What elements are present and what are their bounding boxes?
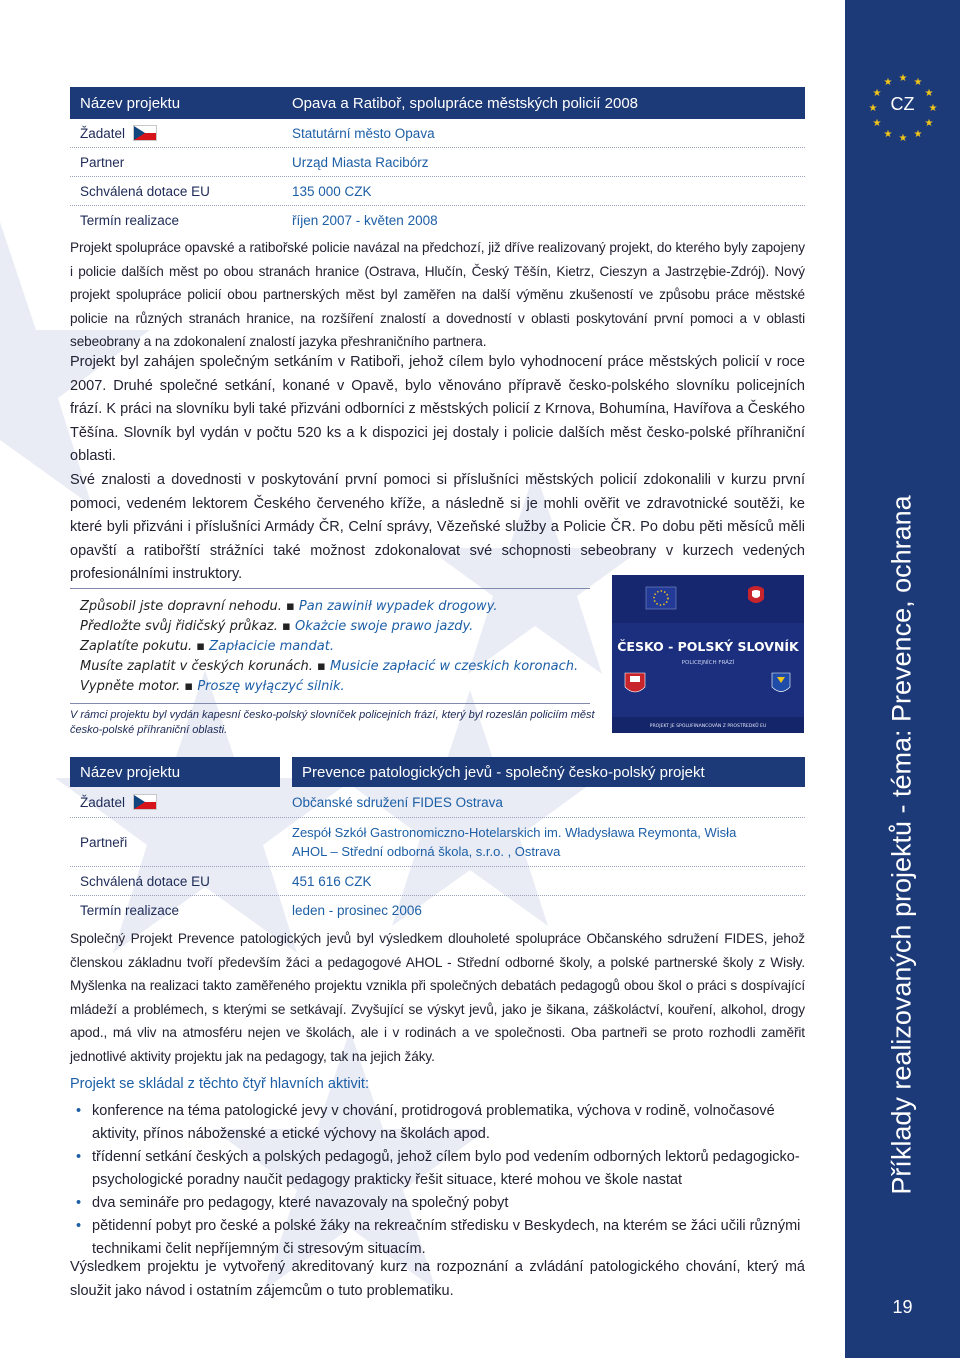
list-item: • třídenní setkání českých a polských pedagogů, jehož cílem bylo pod vedením odborných lektorů pedagogicko-psychologické poradny naučit pedagogy prakticky řešit situace, které mohou ve škole nastat — [70, 1146, 805, 1192]
term-row — [70, 896, 805, 924]
cover-subtitle: POLICEJNÍCH FRÁZÍ — [681, 660, 735, 666]
applicant-value: Statutární město Opava — [292, 125, 435, 141]
project1-paragraph-3: Své znalosti a dovednosti v poskytování první pomoci si příslušníci městských policií zdokonalili v kurzu první pomoci, vedeném lektorem Českého červeného kříže, a následně si je mohli ověřit ve zdravotnické soutěži, ke které byli přizváni i příslušníci Armády ČR, Celní správy, Vězeňské služby a Policie ČR. Po dobu pěti měsíců měli opavští a ratibořští strážníci také možnost zdokonalovat své schopnosti sebeobrany v kurzech vedených profesionálními instruktory. — [70, 472, 805, 582]
svg-text:★: ★ — [898, 73, 908, 84]
page-number: 19 — [892, 1297, 913, 1317]
phrase-line: Způsobil jste dopravní nehodu. ▪ Pan zawinił wypadek drogowy. — [80, 599, 498, 614]
grant-value: 451 616 CZK — [292, 873, 372, 889]
term-label: Termín realizace — [80, 902, 180, 918]
list-item: • pětidenní pobyt pro české a polské žáky na rekreačním středisku v Beskydech, na kterém se žáci učili různými technikami čelit nepříjemným či stresovým situacím. — [70, 1215, 805, 1261]
project-info-table-1 — [70, 87, 805, 234]
phrase-line: Musíte zaplatit v českých korunách. ▪ Musicie zapłacić w czeskich koronach. — [80, 659, 579, 674]
project-name-value: Prevence patologických jevů - společný česko-polský projekt — [292, 757, 805, 787]
applicant-label: Žadatel — [80, 125, 126, 141]
dictionary-cover-art — [612, 575, 804, 733]
phrase-line: Vypněte motor. ▪ Proszę wyłączyć silnik. — [80, 679, 345, 694]
svg-text:★: ★ — [924, 118, 934, 129]
applicant-row — [70, 119, 805, 148]
svg-text:★: ★ — [928, 103, 938, 114]
city-emblem-icon — [625, 673, 645, 692]
project-name-value: Opava a Ratiboř, spolupráce městských policií 2008 — [292, 94, 639, 112]
czech-flag-icon — [133, 794, 157, 810]
svg-text:★: ★ — [868, 103, 878, 114]
bullet-icon: • — [76, 1195, 82, 1211]
applicant-value: Občanské sdružení FIDES Ostrava — [292, 794, 503, 810]
project-title-row — [70, 757, 805, 787]
phrasebook-box — [70, 588, 590, 704]
project-title-row — [70, 87, 805, 119]
czech-flag-icon — [133, 125, 157, 141]
sidebar — [845, 0, 960, 1358]
svg-text:★: ★ — [872, 118, 882, 129]
project2-conclusion: Výsledkem projektu je vytvořený akreditovaný kurz na rozpoznání a zvládání patologického chování, který má sloužit jako návod i ostatním zájemcům o tuto problematiku. — [70, 1259, 805, 1299]
partner-value-1: Zespół Szkół Gastronomiczno-Hotelarskich im. Władysława Reymonta, Wisła — [292, 825, 737, 840]
svg-text:★: ★ — [913, 77, 923, 88]
project2-paragraph-1: Společný Projekt Prevence patologických jevů byl výsledkem dlouholeté spolupráce Občanského sdružení FIDES, jehož členskou základnu tvoří především žáci a pedagogové AHOL - Střední odborné školy, a polské partnerské školy z Wisły. Myšlenka na realizaci takto zaměřeného projektu vznikla při společných debatách pedagogů obou škol o práci s dospívající mládeží a problémech, s kterými se setkávají. Zvyšující se výskyt jevů, jako je šikana, záškoláctví, kouření, alkohol, drogy apod., má vliv na atmosféru nejen ve školách, ale i v rodinách a ve společnosti. Oba partneři se proto rozhodli zaměřit jednotlivé aktivity projektu jak na pedagogy, tak na jejich žáky. — [70, 931, 805, 1064]
applicant-label: Žadatel — [80, 794, 126, 810]
coat-of-arms-icon — [772, 673, 790, 692]
grant-label: Schválená dotace EU — [80, 183, 210, 199]
project-info-table-2 — [70, 757, 805, 924]
grant-label: Schválená dotace EU — [80, 873, 210, 889]
sidebar-vertical-title: Příklady realizovaných projektů - téma: Prevence, ochrana — [886, 495, 917, 1195]
svg-text:★: ★ — [883, 77, 893, 88]
dictionary-cover-image — [612, 575, 804, 733]
cover-footer: PROJEKT JE SPOLUFINANCOVÁN Z PROSTŘEDKŮ EU — [649, 724, 767, 729]
coat-of-arms-icon — [748, 586, 764, 603]
project1-paragraph-1: Projekt spolupráce opavské a ratibořské policie navázal na předchozí, již dříve realizovaný projekt, do kterého byly zapojeny i policie dalších měst po obou stranách hranice (Ostrava, Hlučín, Český Těšín, Kietrz, Cieszyn a Jastrzębie-Zdrój). Nový projekt spolupráce policií obou partnerských měst byl zaměřen na další výměnu zkušeností ve způsobu práce městské policie na různých stranách hranice, na rozšíření znalostí a dovedností v oblasti poskytování první pomoci a v oblasti sebeobrany a na zdokonalení znalostí jazyka přeshraničního partnera. — [70, 240, 805, 349]
activities-heading: Projekt se skládal z těchto čtyř hlavních aktivit: — [70, 1076, 369, 1092]
grant-value: 135 000 CZK — [292, 183, 372, 199]
term-value: leden - prosinec 2006 — [292, 902, 422, 918]
partners-row — [70, 818, 805, 867]
partners-label: Partneři — [80, 834, 128, 850]
project1-paragraph-2: Projekt byl zahájen společným setkáním v Ratiboři, jehož cílem bylo vyhodnocení práce městských policií v roce 2007. Druhé společné setkání, konané v Opavě, bylo věnováno přípravě česko-polského slovníku policejních frází. K práci na slovníku byli také přizváni odborníci z městských policií z Krnova, Bohumína, Havířova a Českého Těšína. Slovník byl vydán v počtu 520 ks a k dispozici jej dostaly i policie dalších měst česko-polské příhraniční oblasti. — [70, 354, 805, 464]
applicant-row — [70, 787, 805, 818]
term-row — [70, 206, 805, 234]
term-label: Termín realizace — [80, 212, 180, 228]
dictionary-caption: V rámci projektu byl vydán kapesní česko-polský slovníček policejních frází, který byl rozeslán policiím měst česko-polské příhraniční oblasti. — [70, 709, 595, 736]
svg-text:★: ★ — [924, 88, 934, 99]
bullet-icon: • — [76, 1149, 82, 1165]
list-item: • dva semináře pro pedagogy, které navazovaly na společný pobyt — [70, 1192, 805, 1215]
svg-text:★: ★ — [898, 133, 908, 142]
activities-list — [70, 1100, 805, 1261]
country-code: CZ — [890, 94, 915, 114]
project-name-label: Název projektu — [80, 94, 181, 112]
svg-text:★: ★ — [872, 88, 882, 99]
eu-flag-icon — [646, 587, 676, 609]
cover-title: ČESKO - POLSKÝ SLOVNÍK — [617, 639, 799, 654]
bullet-icon: • — [76, 1103, 82, 1119]
partner-row — [70, 148, 805, 177]
bullet-icon: • — [76, 1218, 82, 1234]
term-value: říjen 2007 - květen 2008 — [292, 212, 438, 228]
partner-value-2: AHOL – Střední odborná škola, s.r.o. , Ostrava — [292, 844, 561, 859]
project-name-label: Název projektu — [70, 757, 280, 787]
phrase-line: Předložte svůj řidičský průkaz. ▪ Okażcie swoje prawo jazdy. — [80, 619, 474, 634]
svg-text:★: ★ — [883, 129, 893, 140]
list-item: • konference na téma patologické jevy v chování, protidrogová problematika, výchova v rodině, volnočasové aktivity, přínos náboženské a etické výchovy na školách apod. — [70, 1100, 805, 1146]
grant-row — [70, 177, 805, 206]
partner-label: Partner — [80, 154, 125, 170]
svg-text:★: ★ — [913, 129, 923, 140]
partner-value: Urząd Miasta Racibórz — [292, 154, 429, 170]
grant-row — [70, 867, 805, 896]
phrase-line: Zaplatíte pokutu. ▪ Zapłacicie mandat. — [80, 639, 334, 654]
